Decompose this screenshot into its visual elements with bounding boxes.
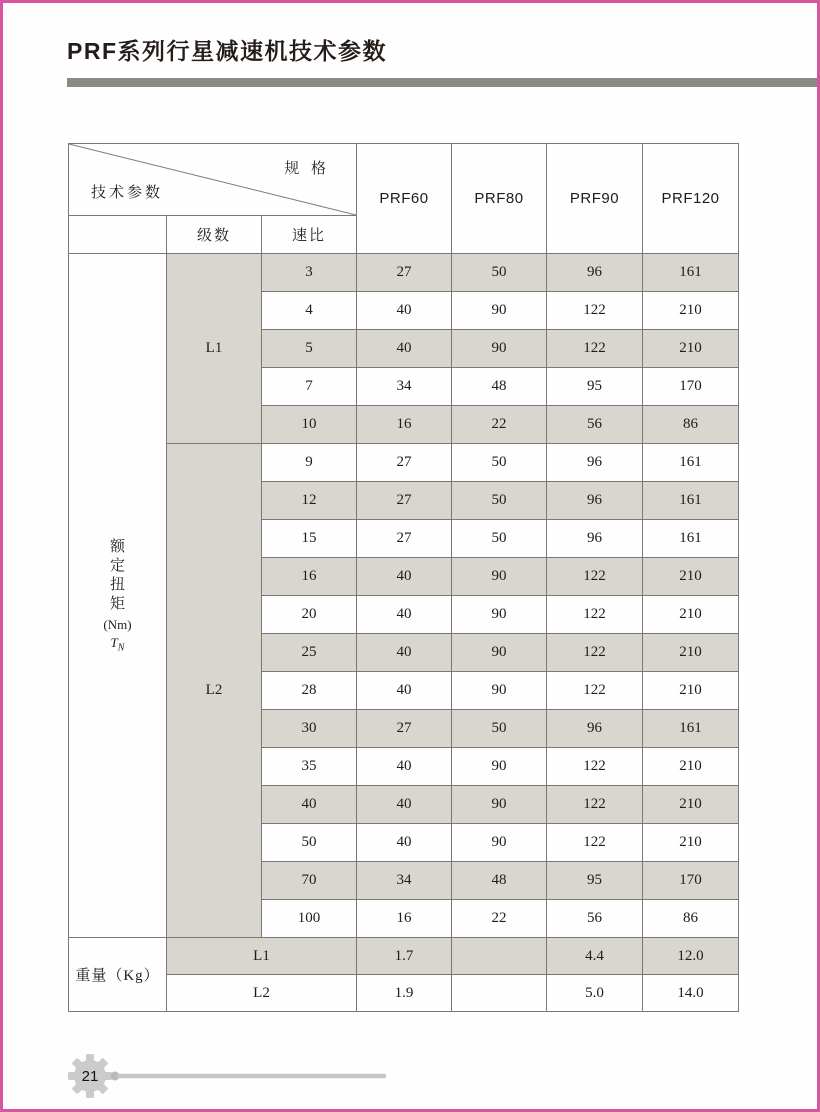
value-cell: 96 [547,254,643,292]
value-cell: 122 [547,292,643,330]
value-cell: 210 [643,786,739,824]
ratio-cell: 25 [262,634,357,672]
value-cell: 48 [452,368,547,406]
value-cell: 161 [643,710,739,748]
value-cell: 40 [357,672,452,710]
weight-value-cell: 1.9 [357,975,452,1012]
value-cell: 122 [547,634,643,672]
value-cell: 50 [452,254,547,292]
value-cell: 122 [547,824,643,862]
header-row-models [69,144,739,216]
torque-unit: (Nm) [103,616,132,632]
weight-value-cell: 4.4 [547,938,643,975]
column-header-prf80: PRF80 [452,144,547,254]
value-cell: 95 [547,862,643,900]
ratio-cell: 20 [262,596,357,634]
ratio-cell: 100 [262,900,357,938]
ratio-cell: 10 [262,406,357,444]
value-cell: 40 [357,292,452,330]
value-cell: 96 [547,520,643,558]
value-cell: 122 [547,748,643,786]
weight-label-cell: 重量（Kg） [69,938,167,1012]
weight-value-cell [452,975,547,1012]
weight-value-cell: 14.0 [643,975,739,1012]
value-cell: 90 [452,330,547,368]
value-cell: 90 [452,786,547,824]
value-cell: 50 [452,710,547,748]
value-cell: 122 [547,596,643,634]
ratio-cell: 9 [262,444,357,482]
value-cell: 90 [452,558,547,596]
value-cell: 90 [452,824,547,862]
value-cell: 90 [452,596,547,634]
ratio-header-cell: 速比 [262,216,357,254]
value-cell: 122 [547,672,643,710]
value-cell: 50 [452,482,547,520]
value-cell: 161 [643,444,739,482]
ratio-cell: 35 [262,748,357,786]
torque-row [69,254,739,292]
torque-label-cell [69,254,167,938]
spec-table [68,143,739,1012]
value-cell: 27 [357,254,452,292]
value-cell: 210 [643,558,739,596]
value-cell: 161 [643,482,739,520]
ratio-cell: 5 [262,330,357,368]
value-cell: 27 [357,444,452,482]
title-underline-bar [67,78,820,87]
value-cell: 96 [547,444,643,482]
ratio-cell: 50 [262,824,357,862]
page-number: 21 [81,1068,99,1085]
value-cell: 56 [547,900,643,938]
value-cell: 86 [643,406,739,444]
value-cell: 210 [643,824,739,862]
blank-header-cell [69,216,167,254]
stage-cell-L1: L1 [167,254,262,444]
value-cell: 27 [357,520,452,558]
ratio-cell: 4 [262,292,357,330]
value-cell: 48 [452,862,547,900]
weight-stage-cell: L2 [167,975,357,1012]
weight-value-cell: 12.0 [643,938,739,975]
torque-label-vertical: 额 定 扭 矩 [109,538,125,612]
value-cell: 86 [643,900,739,938]
value-cell: 40 [357,558,452,596]
value-cell: 90 [452,672,547,710]
value-cell: 210 [643,330,739,368]
weight-row [69,938,739,975]
ratio-cell: 40 [262,786,357,824]
value-cell: 96 [547,710,643,748]
value-cell: 122 [547,786,643,824]
value-cell: 161 [643,520,739,558]
ratio-cell: 7 [262,368,357,406]
value-cell: 90 [452,748,547,786]
value-cell: 90 [452,292,547,330]
torque-row [69,444,739,482]
diagonal-divider [69,144,356,215]
stage-header-cell: 级数 [167,216,262,254]
value-cell: 210 [643,292,739,330]
corner-spec-label: 规 格 [284,161,331,177]
stage-cell-L2: L2 [167,444,262,938]
value-cell: 40 [357,596,452,634]
weight-value-cell [452,938,547,975]
page-footer [63,1051,403,1103]
torque-symbol: $T_N$ [110,634,125,654]
value-cell: 50 [452,444,547,482]
value-cell: 96 [547,482,643,520]
value-cell: 34 [357,862,452,900]
value-cell: 122 [547,330,643,368]
value-cell: 16 [357,406,452,444]
value-cell: 50 [452,520,547,558]
ratio-cell: 15 [262,520,357,558]
ratio-cell: 3 [262,254,357,292]
value-cell: 210 [643,672,739,710]
value-cell: 34 [357,368,452,406]
value-cell: 210 [643,748,739,786]
value-cell: 161 [643,254,739,292]
weight-row [69,975,739,1012]
ratio-cell: 28 [262,672,357,710]
value-cell: 40 [357,634,452,672]
corner-param-label: 技术参数 [91,185,164,201]
corner-header-cell [69,144,357,216]
value-cell: 40 [357,748,452,786]
value-cell: 210 [643,634,739,672]
value-cell: 40 [357,824,452,862]
value-cell: 22 [452,406,547,444]
gear-icon [68,1054,112,1098]
value-cell: 170 [643,368,739,406]
ratio-cell: 70 [262,862,357,900]
value-cell: 170 [643,862,739,900]
page-title: PRF系列行星减速机技术参数 [67,38,387,64]
column-header-prf120: PRF120 [643,144,739,254]
value-cell: 27 [357,482,452,520]
weight-stage-cell: L1 [167,938,357,975]
value-cell: 27 [357,710,452,748]
value-cell: 40 [357,330,452,368]
value-cell: 210 [643,596,739,634]
value-cell: 95 [547,368,643,406]
value-cell: 16 [357,900,452,938]
weight-value-cell: 5.0 [547,975,643,1012]
value-cell: 40 [357,786,452,824]
value-cell: 22 [452,900,547,938]
ratio-cell: 30 [262,710,357,748]
value-cell: 122 [547,558,643,596]
value-cell: 90 [452,634,547,672]
weight-value-cell: 1.7 [357,938,452,975]
ratio-cell: 16 [262,558,357,596]
ratio-cell: 12 [262,482,357,520]
value-cell: 56 [547,406,643,444]
column-header-prf60: PRF60 [357,144,452,254]
table-body [69,254,739,1012]
column-header-prf90: PRF90 [547,144,643,254]
